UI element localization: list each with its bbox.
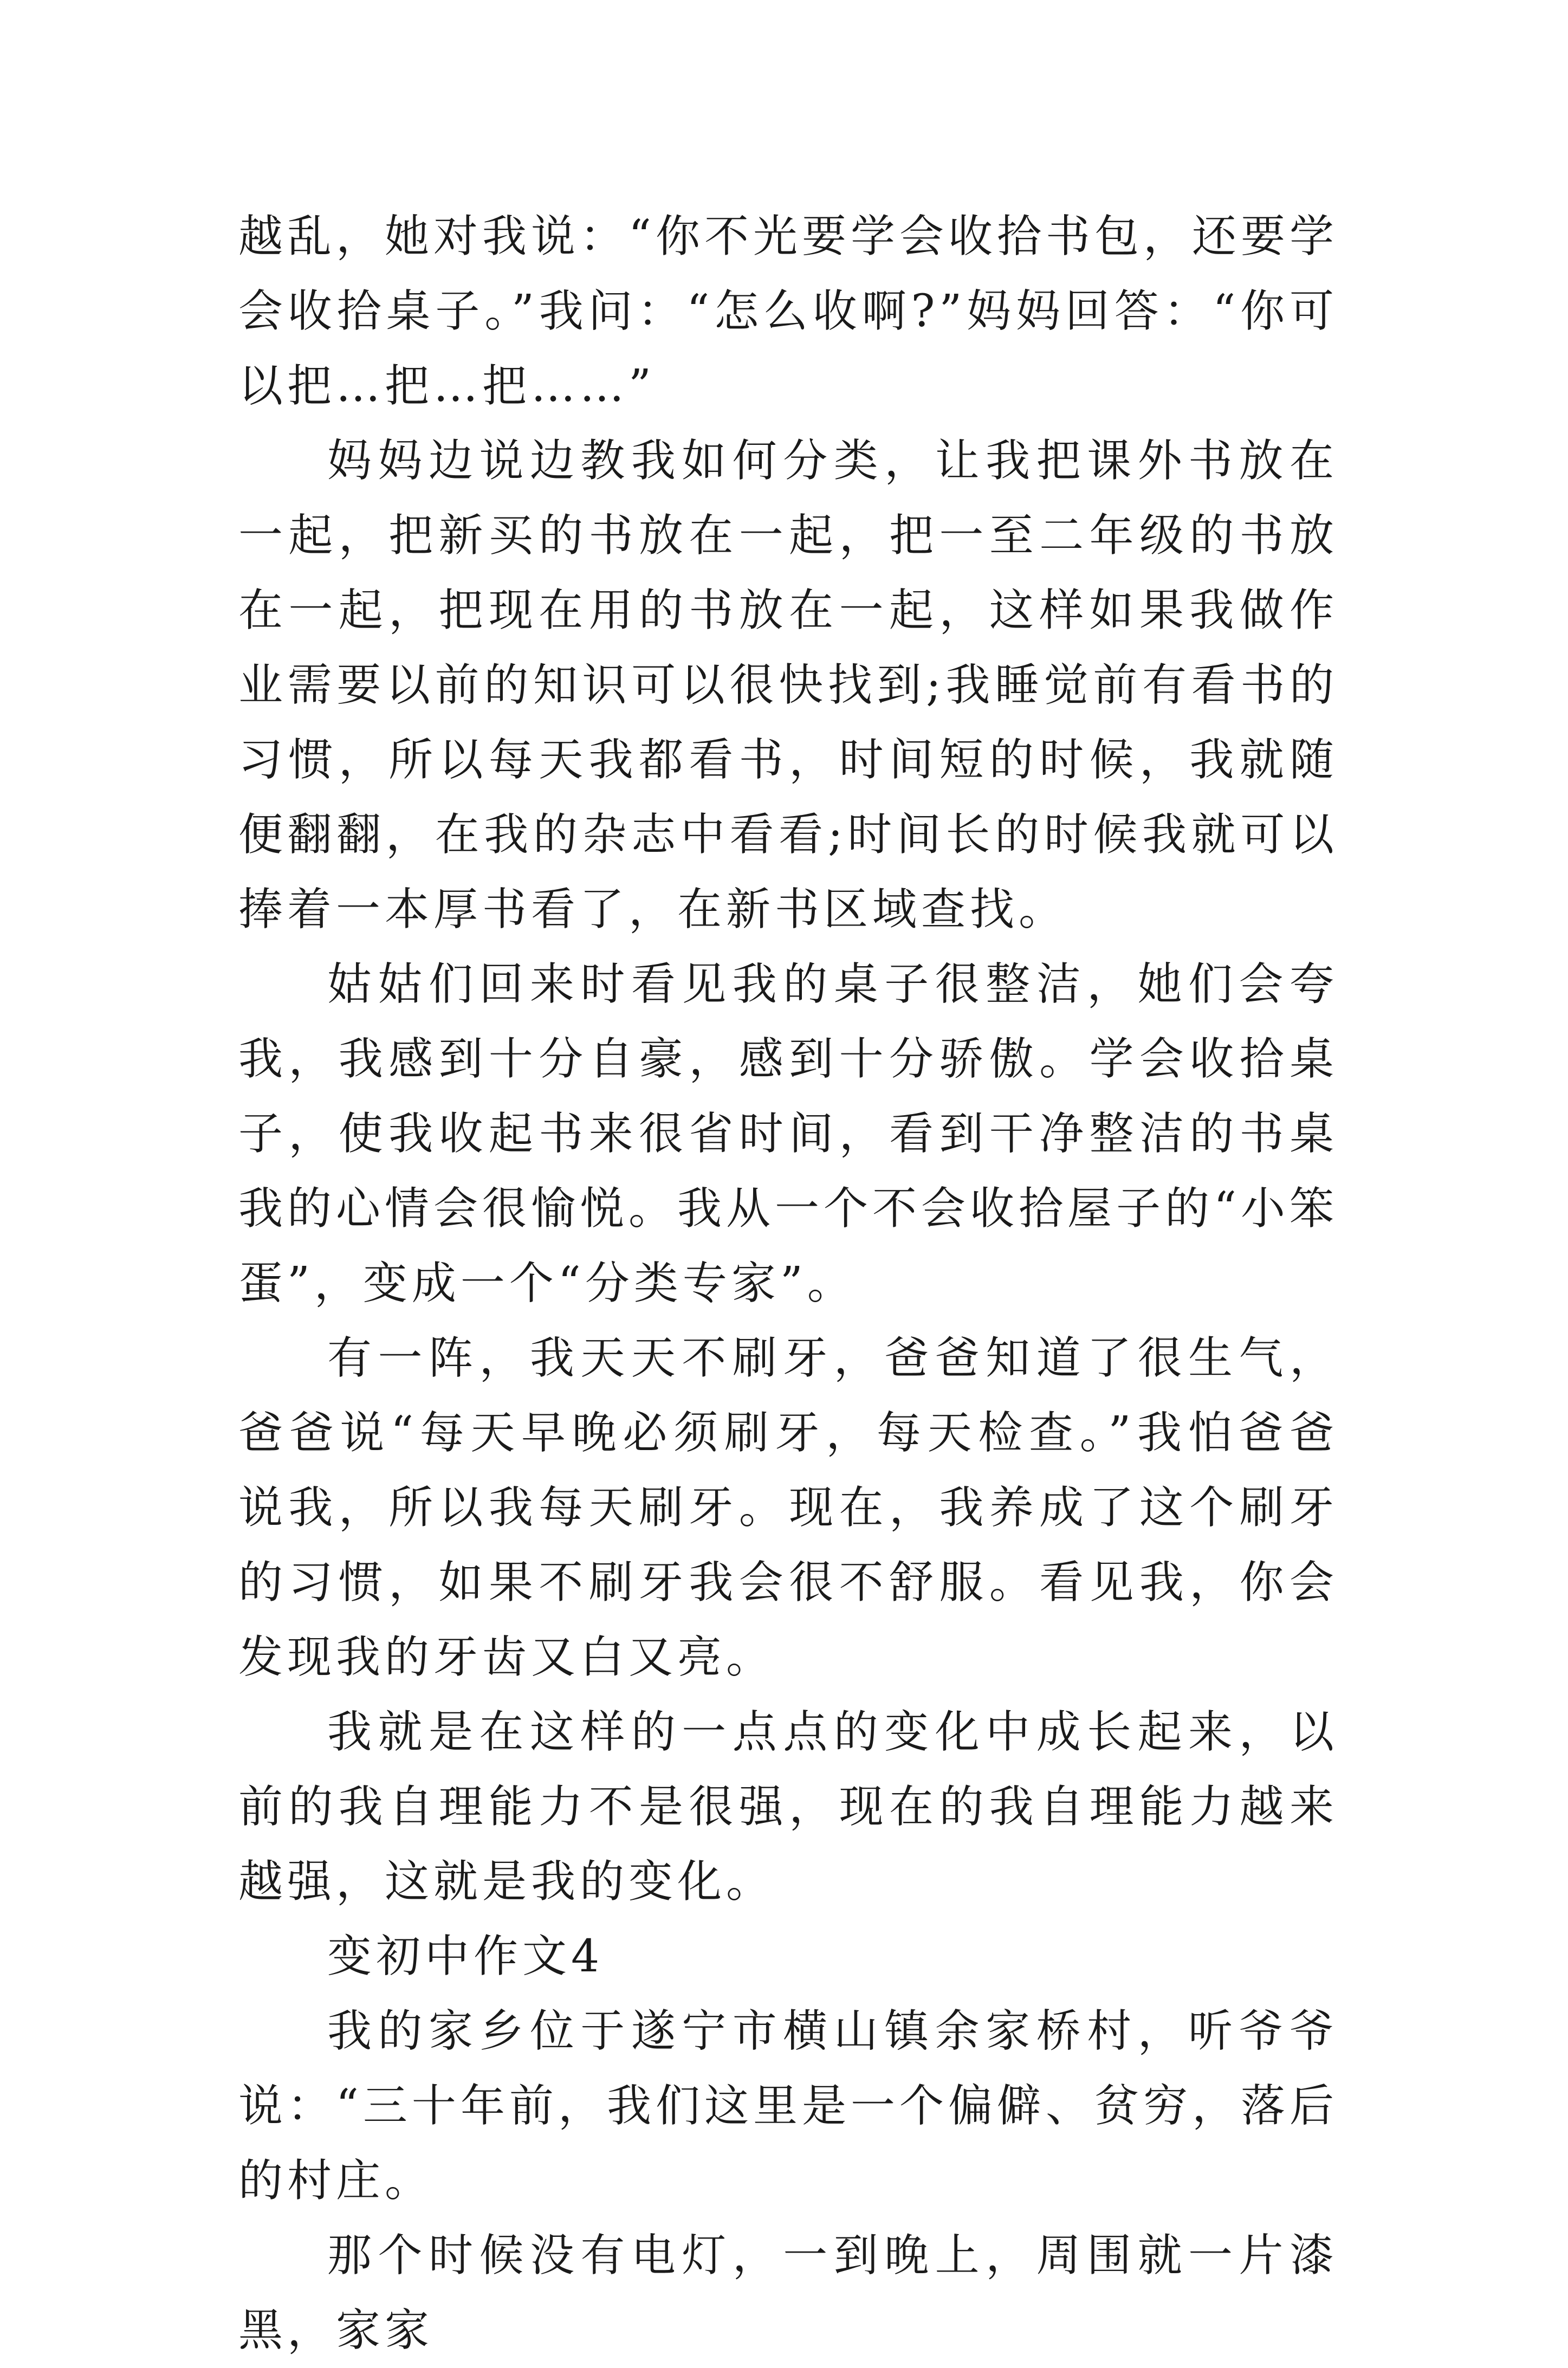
paragraph-4: 有一阵，我天天不刷牙，爸爸知道了很生气，爸爸说“每天早晚必须刷牙，每天检查。”我怕爸爸说我，所以我每天刷牙。现在，我养成了这个刷牙的习惯，如果不刷牙我会很不舒服。看见我，你会发现我的牙齿又白又亮。 <box>238 1332 1338 1683</box>
section-title: 变初中作文4 <box>327 1931 604 1982</box>
section-paragraph-2: 那个时候没有电灯，一到晚上，周围就一片漆黑，家家 <box>238 2230 1338 2356</box>
document-body <box>238 199 1338 2368</box>
paragraph-3: 姑姑们回来时看见我的桌子很整洁，她们会夸我，我感到十分自豪，感到十分骄傲。学会收拾桌子，使我收起书来很省时间，看到干净整洁的书桌我的心情会很愉悦。我从一个不会收拾屋子的“小笨蛋”，变成一个“分类专家”。 <box>238 959 1338 1309</box>
section-paragraph-1: 我的家乡位于遂宁市横山镇余家桥村，听爷爷说：“三十年前，我们这里是一个偏僻、贫穷，落后的村庄。 <box>238 2005 1338 2207</box>
paragraph-1: 越乱，她对我说：“你不光要学会收拾书包，还要学会收拾桌子。”我问：“怎么收啊?”妈妈回答：“你可以把…把…把……” <box>238 211 1338 412</box>
paragraph-5: 我就是在这样的一点点的变化中成长起来，以前的我自理能力不是很强，现在的我自理能力越来越强，这就是我的变化。 <box>238 1706 1338 1907</box>
paragraph-2: 妈妈边说边教我如何分类，让我把课外书放在一起，把新买的书放在一起，把一至二年级的书放在一起，把现在用的书放在一起，这样如果我做作业需要以前的知识可以很快找到;我睡觉前有看书的习惯，所以每天我都看书，时间短的时候，我就随便翻翻，在我的杂志中看看;时间长的时候我就可以捧着一本厚书看了，在新书区域查找。 <box>238 435 1338 935</box>
